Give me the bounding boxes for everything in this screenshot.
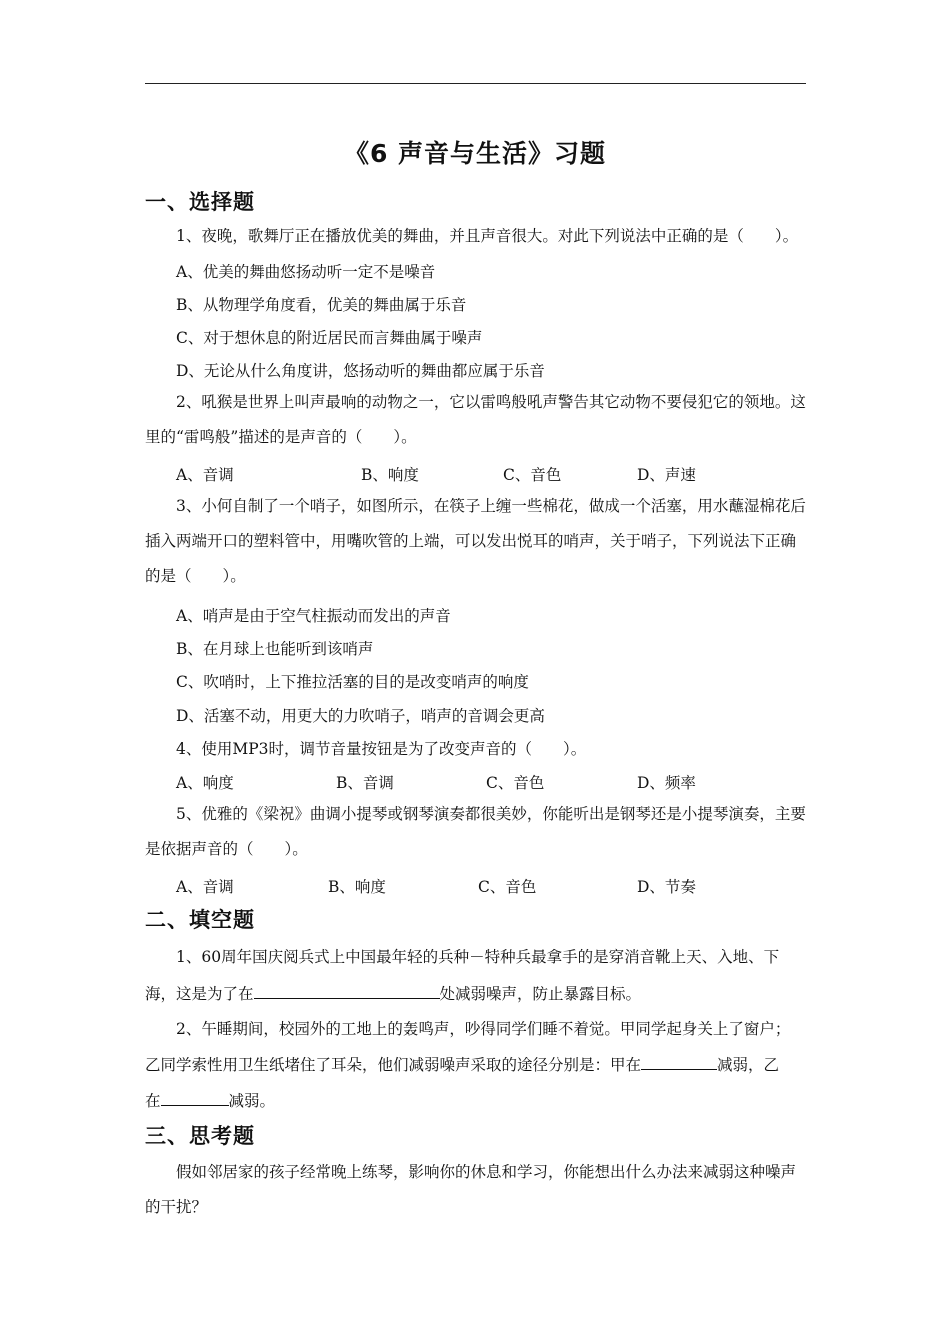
question-1-option-d: D、无论从什么角度讲，悠扬动听的舞曲都应属于乐音 — [176, 362, 545, 380]
section-heading-fill: 二、填空题 — [145, 908, 255, 932]
question-2-option-d: D、声速 — [637, 466, 696, 484]
fill-2-text-a: 乙同学索性用卫生纸堵住了耳朵，他们减弱噪声采取的途径分别是：甲在 — [145, 1056, 642, 1074]
question-5-stem: 5、优雅的《梁祝》曲调小提琴或钢琴演奏都很美妙，你能听出是钢琴还是小提琴演奏，主要是依据声音的（ ）。 — [145, 805, 806, 858]
question-4-option-d: D、频率 — [637, 774, 696, 792]
section-heading-choice: 一、选择题 — [145, 190, 255, 214]
think-question: 假如邻居家的孩子经常晚上练琴，影响你的休息和学习，你能想出什么办法来减弱这种噪声的干扰？ — [145, 1163, 797, 1216]
fill-1-text-b: 处减弱噪声，防止暴露目标。 — [439, 985, 642, 1003]
question-4-option-c: C、音色 — [486, 774, 545, 792]
section-heading-think: 三、思考题 — [145, 1124, 255, 1148]
question-5-option-d: D、节奏 — [637, 878, 696, 896]
question-1-stem: 1、夜晚，歌舞厅正在播放优美的舞曲，并且声音很大。对此下列说法中正确的是（ ）。 — [176, 227, 799, 245]
question-5-option-c: C、音色 — [478, 878, 537, 896]
question-3-option-d: D、活塞不动，用更大的力吹哨子，哨声的音调会更高 — [176, 707, 545, 725]
question-4-stem: 4、使用MP3时，调节音量按钮是为了改变声音的（ ）。 — [176, 740, 587, 758]
question-5-option-a: A、音调 — [176, 878, 234, 896]
fill-2-blank-1[interactable] — [641, 1054, 717, 1070]
question-4-option-b: B、音调 — [336, 774, 394, 792]
question-3-option-b: B、在月球上也能听到该哨声 — [176, 640, 374, 658]
question-2-option-c: C、音色 — [503, 466, 562, 484]
fill-1-text-a: 海，这是为了在 — [145, 985, 254, 1003]
question-3-option-c: C、吹哨时，上下推拉活塞的目的是改变哨声的响度 — [176, 673, 529, 691]
page-title: 《6 声音与生活》习题 — [343, 139, 607, 168]
fill-2-text-b: 减弱，乙 — [717, 1056, 780, 1074]
question-4-option-a: A、响度 — [176, 774, 234, 792]
fill-2-text-c: 在 — [145, 1092, 161, 1110]
header-rule — [145, 83, 806, 84]
fill-2-line-2 — [145, 1053, 779, 1075]
question-2-option-b: B、响度 — [361, 466, 419, 484]
question-1-option-a: A、优美的舞曲悠扬动听一定不是噪音 — [176, 263, 436, 281]
question-2-stem: 2、吼猴是世界上叫声最响的动物之一，它以雷鸣般吼声警告其它动物不要侵犯它的领地。这里的“雷鸣般”描述的是声音的（ ）。 — [145, 393, 806, 446]
question-1-option-c: C、对于想休息的附近居民而言舞曲属于噪声 — [176, 329, 483, 347]
fill-2-text-d: 减弱。 — [228, 1092, 276, 1110]
question-2-option-a: A、音调 — [176, 466, 234, 484]
question-1-option-b: B、从物理学角度看，优美的舞曲属于乐音 — [176, 296, 467, 314]
question-3-stem: 3、小何自制了一个哨子，如图所示，在筷子上缠一些棉花，做成一个活塞，用水蘸湿棉花后插入两端开口的塑料管中，用嘴吹管的上端，可以发出悦耳的哨声，关于哨子，下列说法下正确的是（ ）。 — [145, 497, 806, 585]
fill-2-blank-2[interactable] — [161, 1090, 229, 1106]
fill-1-line-2 — [145, 982, 641, 1004]
question-5-option-b: B、响度 — [328, 878, 386, 896]
question-3-option-a: A、哨声是由于空气柱振动而发出的声音 — [176, 607, 451, 625]
fill-1-line-1: 1、60周年国庆阅兵式上中国最年轻的兵种－特种兵最拿手的是穿消音靴上天、入地、下 — [176, 948, 780, 966]
fill-2-line-1: 2、午睡期间，校园外的工地上的轰鸣声，吵得同学们睡不着觉。甲同学起身关上了窗户； — [176, 1020, 791, 1038]
fill-1-blank[interactable] — [254, 983, 440, 999]
fill-2-line-3 — [145, 1089, 275, 1111]
